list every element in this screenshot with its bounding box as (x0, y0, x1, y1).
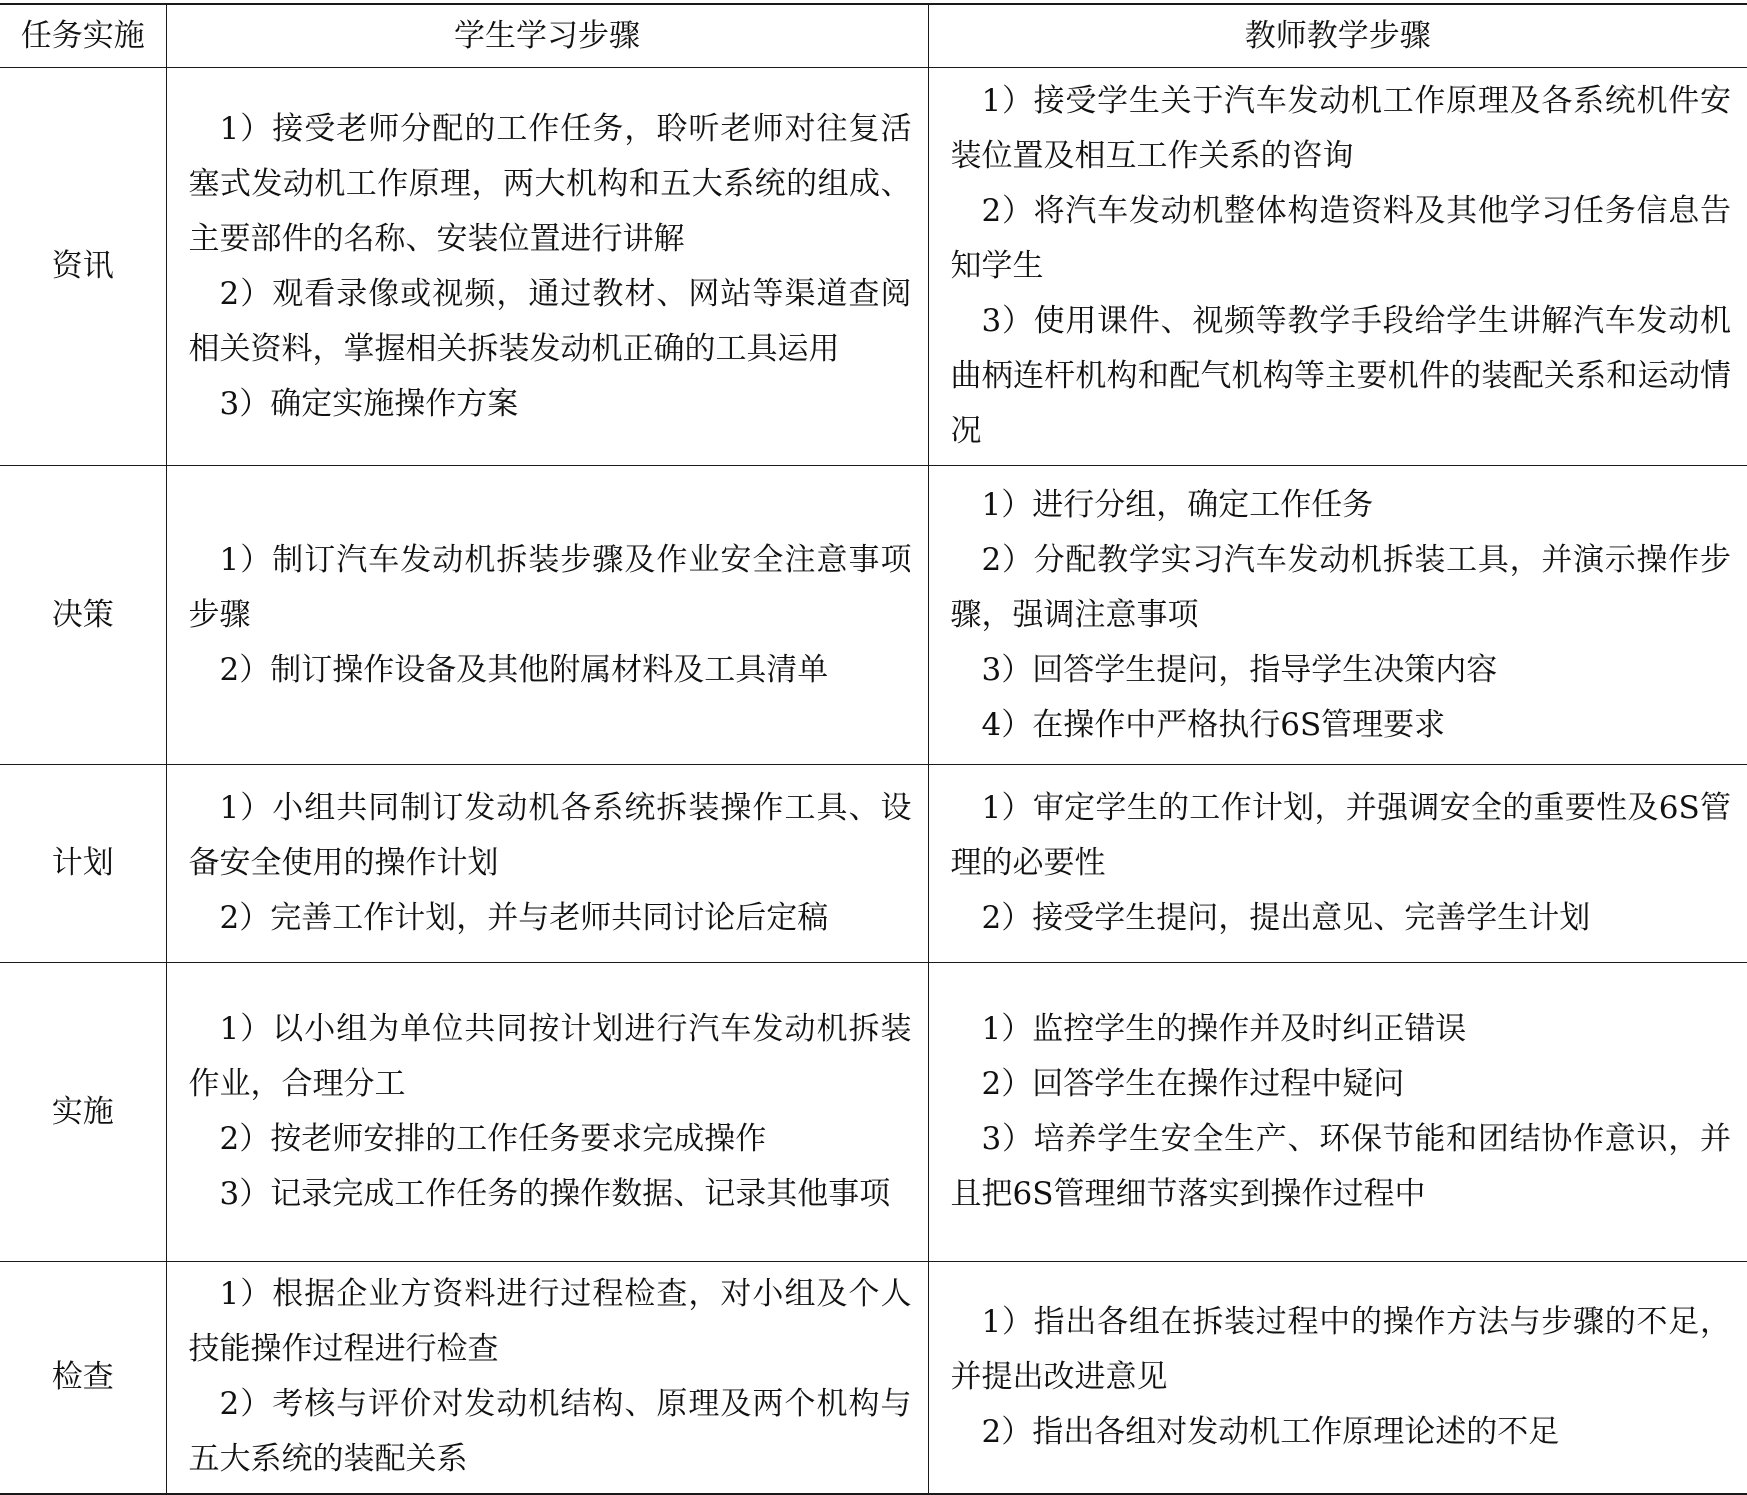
step-item: 2）完善工作计划，并与老师共同讨论后定稿 (219, 900, 829, 936)
header-student-steps: 学生学习步骤 (166, 4, 928, 68)
step-item: 1）以小组为单位共同按计划进行汽车发动机拆装作业，合理分工 (188, 1011, 912, 1102)
student-steps-cell (166, 963, 928, 1262)
step-item: 3）确定实施操作方案 (219, 385, 519, 422)
step-item: 1）接受学生关于汽车发动机工作原理及各系统机件安装位置及相互工作关系的咨询 (950, 83, 1731, 174)
step-item: 1）小组共同制订发动机各系统拆装操作工具、设备安全使用的操作计划 (188, 790, 912, 881)
step-item: 4）在操作中严格执行6S管理要求 (981, 706, 1446, 743)
student-steps-cell (166, 68, 928, 466)
teacher-steps-cell (928, 963, 1747, 1262)
table-row (0, 68, 1747, 466)
step-item: 1）监控学生的操作并及时纠正错误 (981, 1011, 1467, 1047)
task-implementation-table (0, 3, 1747, 1495)
step-item: 1）指出各组在拆装过程中的操作方法与步骤的不足，并提出改进意见 (950, 1303, 1731, 1395)
table-row (0, 963, 1747, 1262)
teacher-steps-cell (928, 765, 1747, 963)
step-item: 2）回答学生在操作过程中疑问 (981, 1066, 1405, 1102)
phase-cell: 决策 (0, 466, 166, 765)
table-row (0, 466, 1747, 765)
step-item: 3）回答学生提问，指导学生决策内容 (981, 651, 1498, 688)
table-row (0, 765, 1747, 963)
student-steps-cell (166, 765, 928, 963)
step-item: 2）考核与评价对发动机结构、原理及两个机构与五大系统的装配关系 (188, 1386, 912, 1478)
teacher-steps-cell (928, 466, 1747, 765)
step-item: 1）根据企业方资料进行过程检查，对小组及个人技能操作过程进行检查 (188, 1276, 912, 1368)
student-steps-cell (166, 466, 928, 765)
phase-cell: 实施 (0, 963, 166, 1262)
teacher-steps-cell (928, 68, 1747, 466)
step-item: 1）审定学生的工作计划，并强调安全的重要性及6S管理的必要性 (950, 790, 1731, 881)
step-item: 3）记录完成工作任务的操作数据、记录其他事项 (219, 1176, 891, 1212)
student-steps-cell (166, 1262, 928, 1494)
step-item: 2）制订操作设备及其他附属材料及工具清单 (219, 651, 829, 688)
header-phase: 任务实施 (0, 4, 166, 68)
step-item: 1）制订汽车发动机拆装步骤及作业安全注意事项步骤 (188, 541, 912, 633)
step-item: 2）将汽车发动机整体构造资料及其他学习任务信息告知学生 (950, 193, 1731, 284)
table-row (0, 1262, 1747, 1494)
header-teacher-steps: 教师教学步骤 (928, 4, 1747, 68)
phase-cell: 计划 (0, 765, 166, 963)
step-item: 2）指出各组对发动机工作原理论述的不足 (981, 1413, 1560, 1450)
step-item: 1）接受老师分配的工作任务，聆听老师对往复活塞式发动机工作原理，两大机构和五大系统的组成、主要部件的名称、安装位置进行讲解 (188, 110, 912, 257)
step-item: 3）使用课件、视频等教学手段给学生讲解汽车发动机曲柄连杆机构和配气机构等主要机件的装配关系和运动情况 (950, 303, 1731, 449)
step-item: 1）进行分组，确定工作任务 (981, 486, 1374, 523)
step-item: 2）分配教学实习汽车发动机拆装工具，并演示操作步骤，强调注意事项 (950, 541, 1731, 633)
phase-cell: 检查 (0, 1262, 166, 1494)
step-item: 3）培养学生安全生产、环保节能和团结协作意识，并且把6S管理细节落实到操作过程中 (950, 1121, 1731, 1212)
teacher-steps-cell (928, 1262, 1747, 1494)
phase-cell: 资讯 (0, 68, 166, 466)
step-item: 2）接受学生提问，提出意见、完善学生计划 (981, 900, 1591, 936)
header-row (0, 4, 1747, 68)
step-item: 2）观看录像或视频，通过教材、网站等渠道查阅相关资料，掌握相关拆装发动机正确的工具运用 (188, 275, 912, 367)
step-item: 2）按老师安排的工作任务要求完成操作 (219, 1121, 767, 1157)
